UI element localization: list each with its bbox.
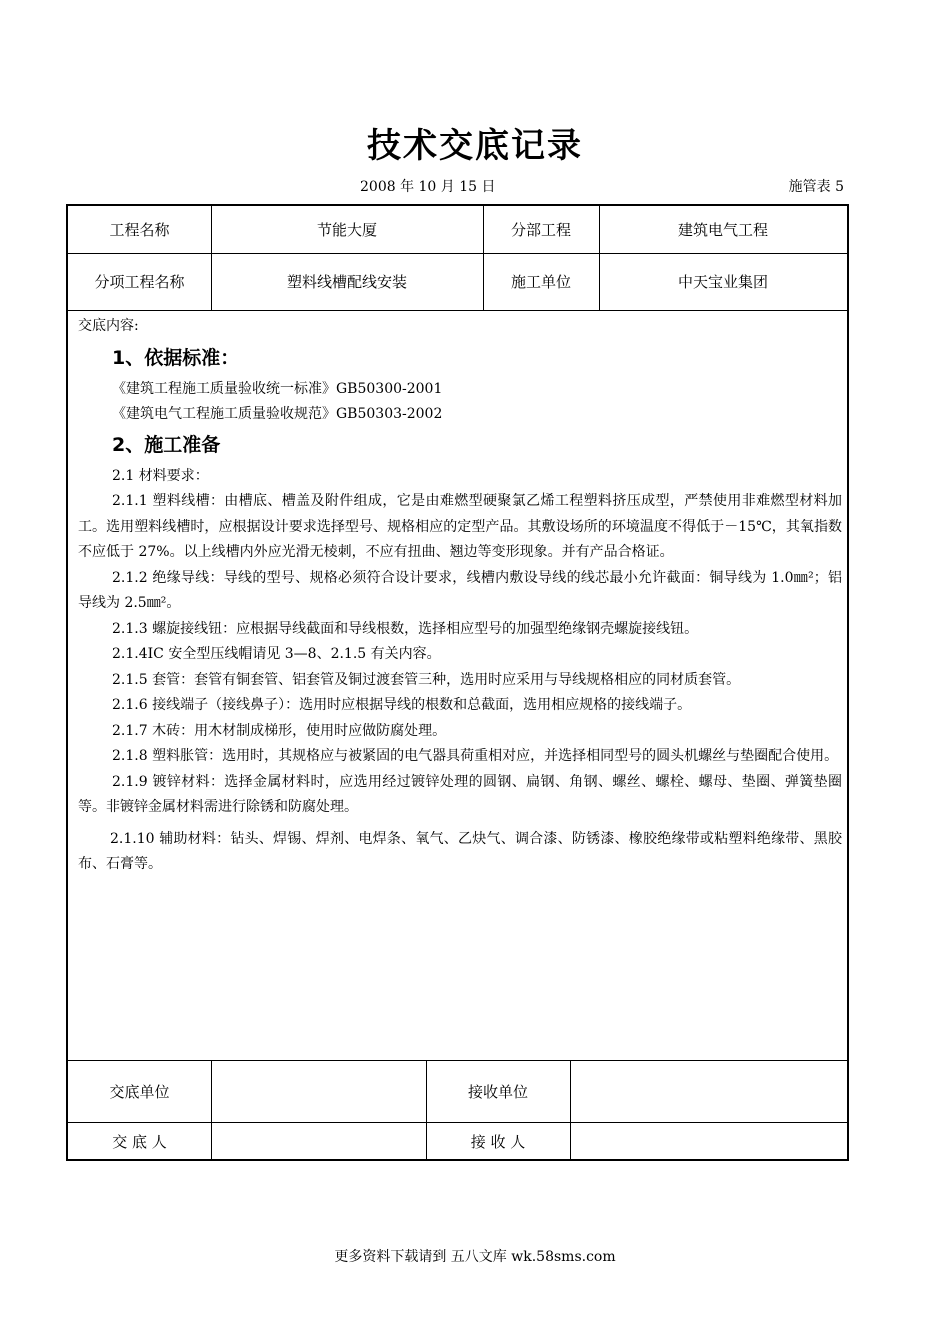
section-1-title: 1、依据标准： [112, 346, 240, 369]
issuer-unit-field[interactable] [211, 1060, 426, 1122]
paragraph: 2.1.8 塑料胀管：选用时，其规格应与被紧固的电气器具荷重相对应，并选择相同型号的圆头机螺丝与垫圈配合使用。 [112, 748, 839, 764]
paragraph: 2.1.1 塑料线槽：由槽底、槽盖及附件组成，它是由难燃型硬聚氯乙烯工程塑料挤压成型，严禁使用非难燃型材料加工。选用塑料线槽时，应根据设计要求选择型号、规格相应的定型产品。其敷设场所的环境温度不得低于－15℃，其氧指数不应低于 27%。以上线槽内外应光滑无棱刺，不应有扭曲、翘边等变形现象。并有产品合格证。 [78, 493, 842, 560]
record-table [66, 204, 849, 1161]
subitem-value: 塑料线槽配线安装 [286, 273, 407, 291]
paragraph: 2.1.7 木砖：用木材制成梯形，使用时应做防腐处理。 [112, 722, 447, 739]
handover-content [78, 314, 842, 878]
project-name-value: 节能大厦 [316, 221, 377, 239]
row-divider [68, 310, 847, 311]
project-name-label: 工程名称 [109, 221, 170, 239]
receiver-field[interactable] [570, 1122, 847, 1161]
issuer-field[interactable] [211, 1122, 426, 1161]
footer-note: 更多资料下载请到 五八文库 wk.58sms.com [334, 1249, 616, 1265]
document-title: 技术交底记录 [367, 126, 583, 166]
standard-ref: 《建筑工程施工质量验收统一标准》GB50300-2001 [112, 380, 443, 397]
record-date: 2008 年 10 月 15 日 [360, 179, 496, 195]
issuer-label: 交 底 人 [112, 1133, 167, 1151]
section-2-title: 2、施工准备 [112, 433, 221, 456]
division-value: 建筑电气工程 [677, 221, 768, 239]
paragraph: 2.1.3 螺旋接线钮：应根据导线截面和导线根数，选择相应型号的加强型绝缘钢壳螺旋接线钮。 [112, 620, 699, 637]
receiver-unit-label: 接收单位 [467, 1082, 528, 1101]
paragraph: 2.1.10 辅助材料：钻头、焊锡、焊剂、电焊条、氧气、乙炔气、调合漆、防锈漆、橡胶绝缘带或粘塑料绝缘带、黑胶布、石膏等。 [78, 830, 842, 872]
paragraph: 2.1.9 镀锌材料：选择金属材料时，应选用经过镀锌处理的圆钢、扁钢、角钢、螺丝、螺栓、螺母、垫圈、弹簧垫圈等。非镀锌金属材料需进行除锈和防腐处理。 [78, 773, 842, 815]
subitem-label: 分项工程名称 [94, 273, 185, 291]
paragraph: 2.1.6 接线端子（接线鼻子）：选用时应根据导线的根数和总截面，选用相应规格的接线端子。 [112, 697, 692, 713]
issuer-unit-label: 交底单位 [109, 1082, 170, 1101]
division-label: 分部工程 [510, 221, 571, 239]
receiver-label: 接 收 人 [470, 1133, 526, 1151]
paragraph: 2.1.4IC 安全型压线帽请见 3—8、2.1.5 有关内容。 [112, 646, 441, 662]
paragraph: 2.1.2 绝缘导线：导线的型号、规格必须符合设计要求，线槽内敷设导线的线芯最小允许截面：铜导线为 1.0㎜²；铝导线为 2.5㎜²。 [78, 569, 842, 611]
form-number: 施管表 5 [788, 179, 844, 195]
contractor-value: 中天宝业集团 [677, 273, 768, 291]
paragraph: 2.1 材料要求： [112, 467, 209, 484]
receiver-unit-field[interactable] [570, 1060, 847, 1122]
contractor-label: 施工单位 [510, 273, 571, 291]
paragraph: 2.1.5 套管：套管有铜套管、铝套管及铜过渡套管三种，选用时应采用与导线规格相应的同材质套管。 [112, 671, 741, 688]
content-label: 交底内容: [78, 318, 139, 334]
standard-ref: 《建筑电气工程施工质量验收规范》GB50303-2002 [112, 405, 443, 422]
